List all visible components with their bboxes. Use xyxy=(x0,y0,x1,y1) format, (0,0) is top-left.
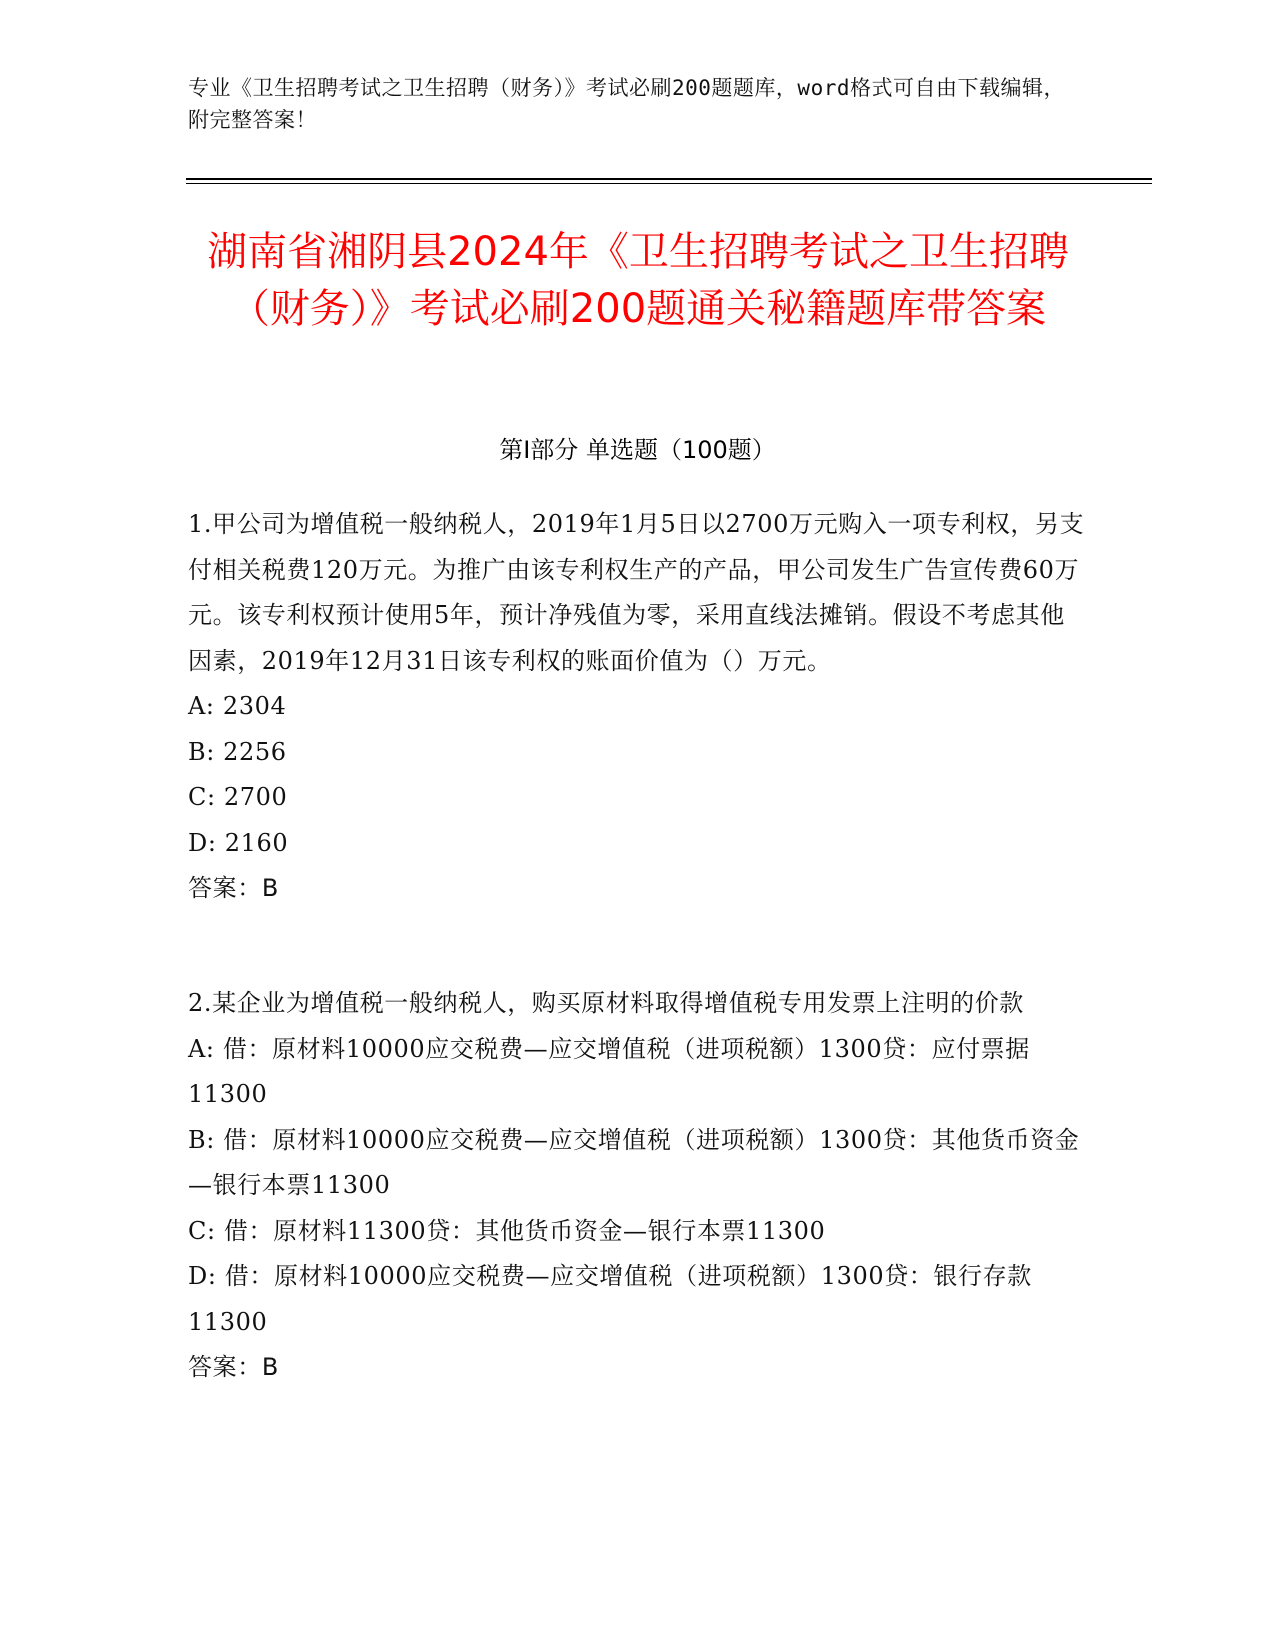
option-letter: D: xyxy=(188,828,217,857)
question-2 xyxy=(188,981,1088,1391)
option-text: 借：原材料10000应交税费—应交增值税（进项税额）1300贷：应付票据11300 xyxy=(188,1034,1030,1108)
section-heading: 第I部分 单选题（100题） xyxy=(499,436,776,464)
option-text: 借：原材料10000应交税费—应交增值税（进项税额）1300贷：银行存款11300 xyxy=(188,1262,1032,1336)
option-letter: D: xyxy=(188,1262,217,1290)
option-a xyxy=(188,684,1088,730)
option-letter: C: xyxy=(188,1216,216,1245)
option-c xyxy=(188,1209,1088,1255)
option-d xyxy=(188,821,1088,867)
option-text: 借：原材料11300贷：其他货币资金—银行本票11300 xyxy=(223,1216,826,1245)
option-c xyxy=(188,775,1088,821)
answer-value: B xyxy=(261,874,279,902)
option-letter: C: xyxy=(188,783,216,811)
option-b xyxy=(188,1118,1088,1209)
question-stem: 2.某企业为增值税一般纳税人，购买原材料取得增值税专用发票上注明的价款 xyxy=(188,989,1024,1017)
option-letter: A: xyxy=(188,692,215,720)
answer-label: 答案： xyxy=(188,874,262,902)
question-1 xyxy=(188,502,1088,912)
answer-value: B xyxy=(261,1353,279,1381)
answer-line xyxy=(188,866,1088,912)
option-letter: A: xyxy=(188,1034,215,1063)
header-divider-thin xyxy=(186,183,1152,184)
option-d xyxy=(188,1254,1088,1345)
option-a xyxy=(188,1027,1088,1118)
answer-line xyxy=(188,1345,1088,1391)
option-letter: B: xyxy=(188,1125,215,1154)
option-text: 借：原材料10000应交税费—应交增值税（进项税额）1300贷：其他货币资金—银行本票11300 xyxy=(188,1125,1080,1199)
answer-label: 答案： xyxy=(188,1353,262,1381)
document-title: 湖南省湘阴县2024年《卫生招聘考试之卫生招聘（财务）》考试必刷200题通关秘籍题库带答案 xyxy=(207,229,1069,332)
option-letter: B: xyxy=(188,737,215,766)
option-text: 2256 xyxy=(223,737,287,766)
header-note: 专业《卫生招聘考试之卫生招聘（财务）》考试必刷200题题库，word格式可自由下载编辑，附完整答案！ xyxy=(188,76,1065,132)
question-stem: 1.甲公司为增值税一般纳税人，2019年1月5日以2700万元购入一项专利权，另支付相关税费120万元。为推广由该专利权生产的产品，甲公司发生广告宣传费60万元。该专利权预计使用5年，预计净残值为零，采用直线法摊销。假设不考虑其他因素，2019年12月31日该专利权的账面价值为（）万元。 xyxy=(188,510,1085,675)
option-text: 2304 xyxy=(222,692,287,720)
option-b xyxy=(188,730,1088,776)
option-text: 2700 xyxy=(223,783,288,811)
header-divider-thick xyxy=(186,178,1152,180)
option-text: 2160 xyxy=(224,828,289,857)
